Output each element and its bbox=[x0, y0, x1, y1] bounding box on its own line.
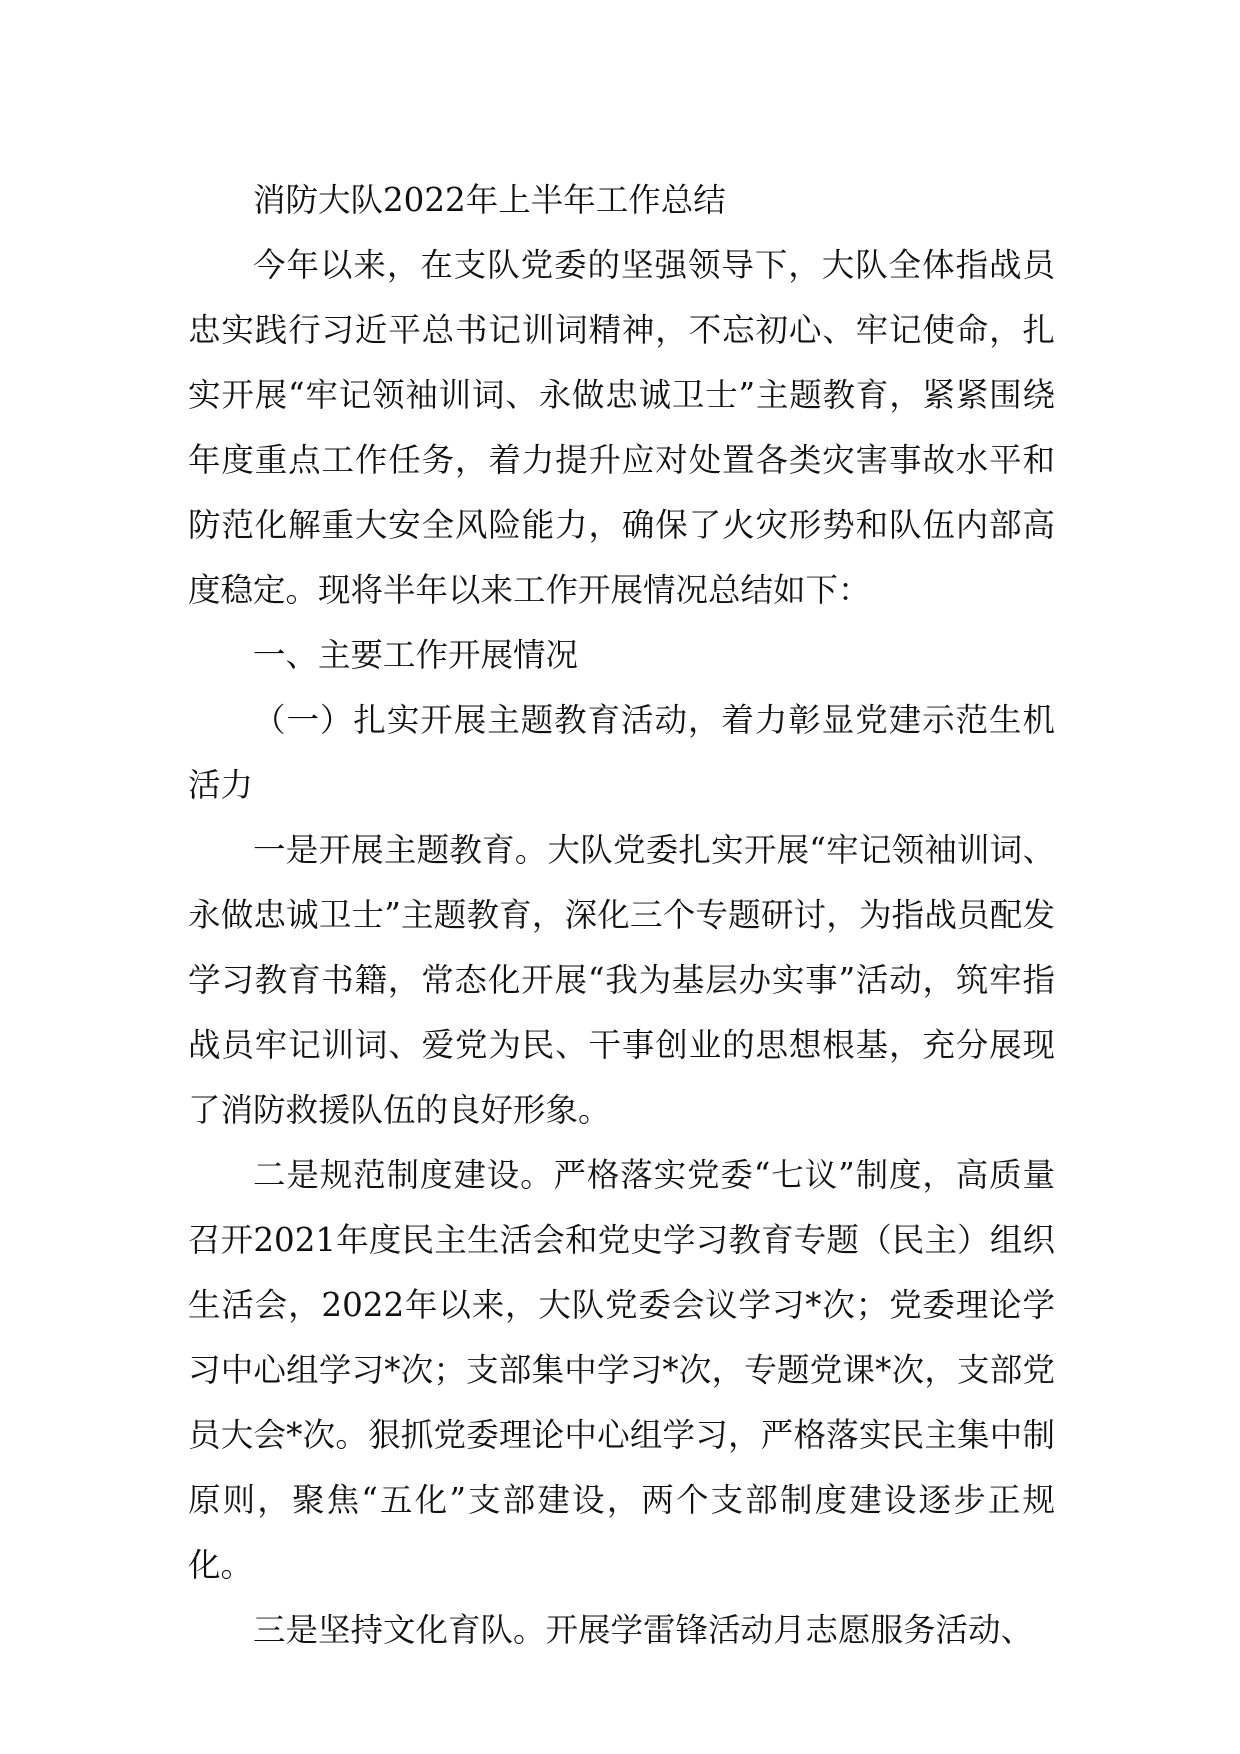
paragraph-culture: 三是坚持文化育队。开展学雷锋活动月志愿服务活动、 bbox=[253, 1611, 1034, 1649]
paragraph-intro: 今年以来，在支队党委的坚强领导下，大队全体指战员忠实践行习近平总书记训词精神，不忘初心、牢记使命，扎实开展“牢记领袖训词、永做忠诚卫士”主题教育，紧紧围绕年度重点工作任务，着力提升应对处置各类灾害事故水平和防范化解重大安全风险能力，确保了火灾形势和队伍内部高度稳定。现将半年以来工作开展情况总结如下： bbox=[188, 246, 1055, 609]
document-title: 消防大队2022年上半年工作总结 bbox=[253, 181, 726, 219]
document-body bbox=[188, 168, 1055, 1663]
subsection-heading-1: （一）扎实开展主题教育活动，着力彰显党建示范生机活力 bbox=[188, 701, 1055, 804]
section-heading-1: 一、主要工作开展情况 bbox=[253, 636, 579, 674]
paragraph-theme-education: 一是开展主题教育。大队党委扎实开展“牢记领袖训词、永做忠诚卫士”主题教育，深化三个专题研讨，为指战员配发学习教育书籍，常态化开展“我为基层办实事”活动，筑牢指战员牢记训词、爱党为民、干事创业的思想根基，充分展现了消防救援队伍的良好形象。 bbox=[188, 831, 1055, 1129]
paragraph-system-building: 二是规范制度建设。严格落实党委“七议”制度，高质量召开2021年度民主生活会和党史学习教育专题（民主）组织生活会，2022年以来，大队党委会议学习*次；党委理论学习中心组学习*次；支部集中学习*次，专题党课*次，支部党员大会*次。狠抓党委理论中心组学习，严格落实民主集中制原则，聚焦“五化”支部建设，两个支部制度建设逐步正规化。 bbox=[188, 1156, 1055, 1584]
